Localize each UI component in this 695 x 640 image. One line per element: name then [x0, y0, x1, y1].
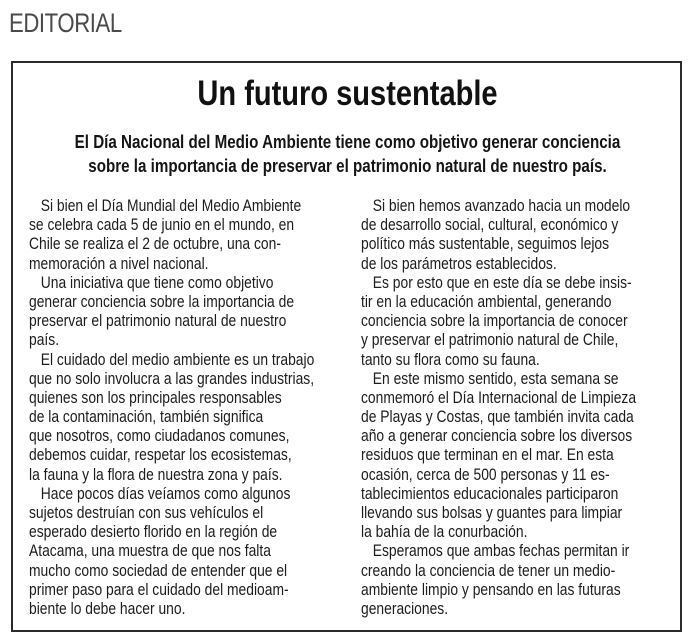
body-text-line: la bahía de la conurbación. [361, 523, 528, 542]
right-column [361, 197, 688, 619]
body-text-line: conciencia sobre la importancia de conocer [361, 312, 628, 331]
body-text-line: Atacama, una muestra de que nos falta [29, 542, 271, 561]
body-text-line: ambiente limpio y pensando en las futuras [361, 580, 621, 599]
body-text-line: tir en la educación ambiental, generando [361, 292, 612, 311]
body-text-line: sujetos destruían con sus vehículos el [29, 504, 264, 522]
body-text-line: de desarrollo social, cultural, económico y [361, 216, 619, 235]
body-text-line: que no solo involucra a las grandes industrias, [29, 369, 315, 388]
body-text-line: que nosotros, como ciudadanos comunes, [29, 427, 290, 446]
body-text-line: año a generar conciencia sobre los diversos [361, 427, 633, 446]
body-text-line: generar conciencia sobre la importancia de [29, 292, 295, 311]
body-text-line: la fauna y la flora de nuestra zona y país. [29, 465, 283, 484]
body-text-line: Si bien hemos avanzado hacia un modelo [372, 197, 631, 215]
body-text-line: conmemoró el Día Internacional de Limpieza [361, 388, 637, 407]
body-text-line: Esperamos que ambas fechas permitan ir [372, 542, 630, 561]
section-label: EDITORIAL [9, 8, 122, 38]
body-text-line: de los parámetros establecidos. [361, 254, 557, 273]
deck-line: sobre la importancia de preservar el patrimonio natural de nuestro país. [88, 155, 607, 176]
body-text-line: Si bien el Día Mundial del Medio Ambiente [40, 197, 302, 215]
body-text-line: residuos que terminan en el mar. En esta [361, 446, 614, 465]
body-text-line: político más sustentable, seguimos lejos [361, 235, 610, 254]
body-text-line: Es por esto que en este día se debe insis- [372, 273, 632, 292]
body-text-line: Hace pocos días veíamos como algunos [40, 484, 291, 503]
body-text-line: tablecimientos educacionales participaron [361, 484, 619, 503]
body-text-line: primer paso para el cuidado del medioam- [29, 580, 289, 599]
body-text-line: biente lo debe hacer uno. [29, 599, 186, 618]
body-text-line: de la contaminación, también significa [29, 408, 264, 427]
body-text-line: esperado desierto florido en la región de [29, 523, 278, 542]
body-text-line: Una iniciativa que tiene como objetivo [40, 273, 274, 292]
body-text-line: país. [29, 331, 60, 350]
body-text-line: tanto su flora como su fauna. [361, 350, 540, 369]
body-text-line: En este mismo sentido, esta semana se [372, 369, 619, 388]
body-text-line: mucho como sociedad de entender que el [29, 561, 288, 580]
body-text-line: ocasión, cerca de 500 personas y 11 es- [361, 465, 610, 484]
body-text-line: debemos cuidar, respetar los ecosistemas, [29, 446, 292, 465]
body-text-line: y preservar el patrimonio natural de Chile, [361, 331, 619, 350]
body-text-line: se celebra cada 5 de junio en el mundo, en [29, 216, 295, 235]
deck-line: El Día Nacional del Medio Ambiente tiene como objetivo generar conciencia [74, 131, 621, 152]
left-column [29, 197, 369, 619]
body-text-line: generaciones. [361, 599, 449, 618]
body-text-line: memoración a nivel nacional. [29, 254, 209, 273]
deck [63, 130, 633, 178]
body-text-line: preservar el patrimonio natural de nuestro [29, 312, 287, 331]
body-text-line: de Playas y Costas, que también invita cada [361, 408, 634, 427]
body-text-line: llevando sus bolsas y guantes para limpiar [361, 504, 623, 522]
body-text-line: creando la conciencia de tener un medio- [361, 561, 616, 580]
body-text-line: quienes son los principales responsables [29, 388, 282, 407]
headline: Un futuro sustentable [197, 74, 498, 113]
body-text-line: Chile se realiza el 2 de octubre, una con- [29, 235, 281, 254]
body-text-line: El cuidado del medio ambiente es un trabajo [40, 350, 315, 369]
